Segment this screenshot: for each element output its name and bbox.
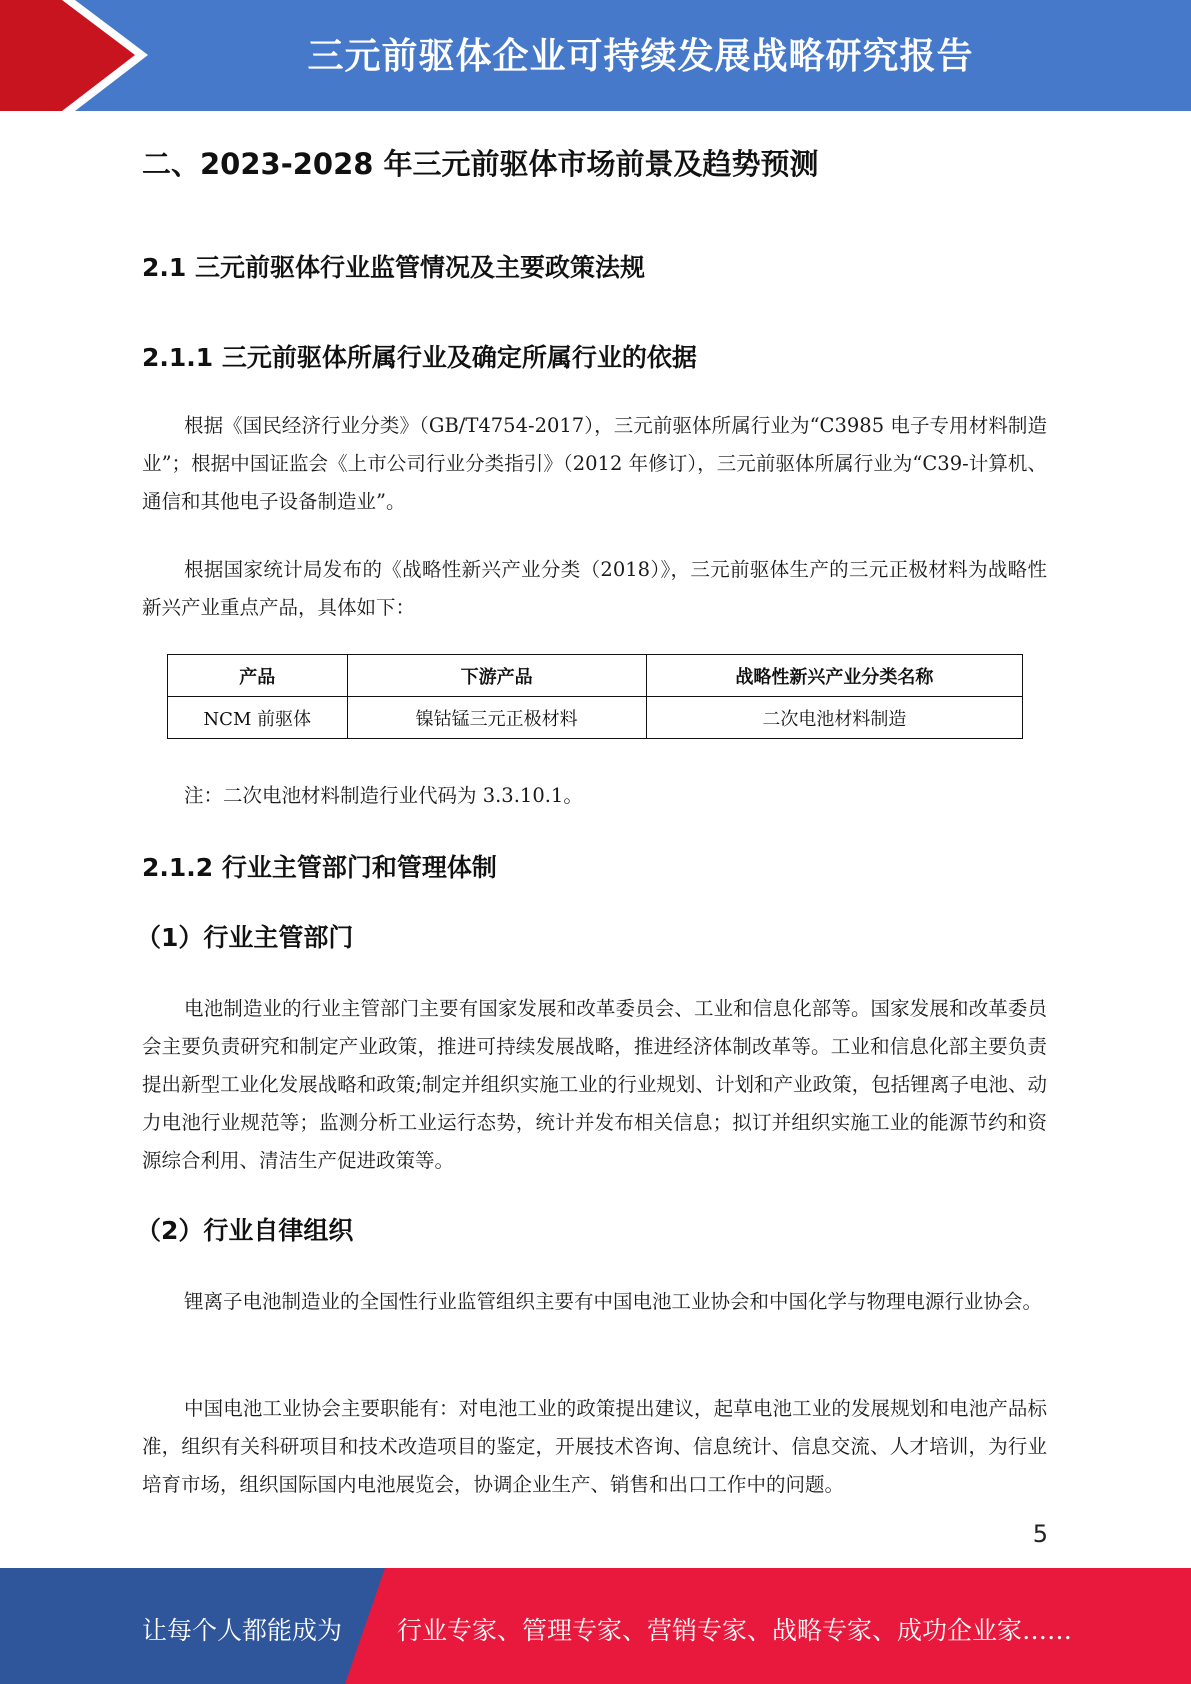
table-header-row <box>168 655 1023 697</box>
table-cell: 镍钴锰三元正极材料 <box>347 697 646 739</box>
section-heading-2-1: 2.1 三元前驱体行业监管情况及主要政策法规 <box>142 253 645 282</box>
footer-slogan-left: 让每个人都能成为 <box>142 1616 343 1645</box>
page-number: 5 <box>1032 1520 1048 1548</box>
sub-heading-self-regulatory: （2）行业自律组织 <box>136 1216 354 1245</box>
classification-table <box>167 654 1023 739</box>
paragraph-strategic-industry: 根据国家统计局发布的《战略性新兴产业分类（2018）》，三元前驱体生产的三元正极材料为战略性新兴产业重点产品，具体如下： <box>142 558 1047 619</box>
paragraph-association-duties: 中国电池工业协会主要职能有：对电池工业的政策提出建议，起草电池工业的发展规划和电池产品标准，组织有关科研项目和技术改造项目的鉴定，开展技术咨询、信息统计、信息交流、人才培训，为行业培育市场，组织国际国内电池展览会，协调企业生产、销售和出口工作中的问题。 <box>142 1397 1047 1496</box>
table-cell: NCM 前驱体 <box>168 697 348 739</box>
page-footer <box>0 1568 1191 1684</box>
footer-slogan-right: 行业专家、管理专家、营销专家、战略专家、成功企业家…… <box>397 1616 1073 1645</box>
page-header <box>0 0 1191 111</box>
table-header-cell: 产品 <box>168 655 348 697</box>
report-title: 三元前驱体企业可持续发展战略研究报告 <box>307 36 974 77</box>
table-header-cell: 下游产品 <box>347 655 646 697</box>
table-cell: 二次电池材料制造 <box>646 697 1022 739</box>
subsection-heading-2-1-2: 2.1.2 行业主管部门和管理体制 <box>142 853 497 882</box>
table-note: 注：二次电池材料制造行业代码为 3.3.10.1。 <box>184 784 583 807</box>
paragraph-self-regulatory: 锂离子电池制造业的全国性行业监管组织主要有中国电池工业协会和中国化学与物理电源行业协会。 <box>184 1290 1043 1313</box>
table-header-cell: 战略性新兴产业分类名称 <box>646 655 1022 697</box>
subsection-heading-2-1-1: 2.1.1 三元前驱体所属行业及确定所属行业的依据 <box>142 343 697 372</box>
paragraph-regulator: 电池制造业的行业主管部门主要有国家发展和改革委员会、工业和信息化部等。国家发展和改革委员会主要负责研究和制定产业政策，推进可持续发展战略，推进经济体制改革等。工业和信息化部主要负责提出新型工业化发展战略和政策;制定并组织实施工业的行业规划、计划和产业政策，包括锂离子电池、动力电池行业规范等；监测分析工业运行态势，统计并发布相关信息；拟订并组织实施工业的能源节约和资源综合利用、清洁生产促进政策等。 <box>142 997 1047 1172</box>
paragraph-industry-classification: 根据《国民经济行业分类》（GB/T4754-2017），三元前驱体所属行业为“C3985 电子专用材料制造业”；根据中国证监会《上市公司行业分类指引》（2012 年修订），三元前驱体所属行业为“C39-计算机、通信和其他电子设备制造业”。 <box>142 414 1047 513</box>
chapter-heading: 二、2023-2028 年三元前驱体市场前景及趋势预测 <box>142 147 819 181</box>
sub-heading-regulator: （1）行业主管部门 <box>136 923 354 952</box>
table-row <box>168 697 1023 739</box>
